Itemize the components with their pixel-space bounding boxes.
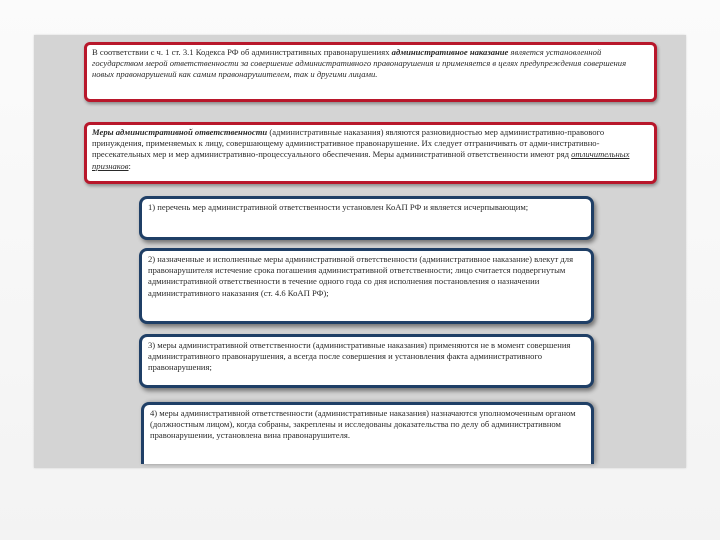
feature-box-2 bbox=[139, 248, 594, 324]
feature-box-1 bbox=[139, 196, 594, 240]
feature-text-2: 2) назначенные и исполненные меры административной ответственности (административное наказание) влекут для правонарушителя истечение срока погашения административной ответственности; лицо считается подвергнутым административной ответственности в течение одного года со дня исполнения постановления о назначении административного наказания (ст. 4.6 КоАП РФ); bbox=[148, 254, 574, 298]
definition-text bbox=[92, 47, 650, 81]
definition-part2: является установленной государством мерой ответственности за совершение административного правонарушения и применяется в целях предупреждения совершения новых правонарушений как самим правонарушителем, так и другими лицами. bbox=[92, 47, 627, 80]
feature-box-4 bbox=[141, 402, 594, 464]
measures-end: : bbox=[128, 160, 131, 171]
definition-part1: В соответствии с ч. 1 ст. 3.1 Кодекса РФ об административных правонарушениях bbox=[92, 47, 392, 57]
feature-box-3 bbox=[139, 334, 594, 388]
measures-part1: (административные наказания) являются разновидностью мер административно-правового принуждения, применяемых к лицу, совершающему административное правонарушение. Их следует отграничивать от адми-нистративно-пресекательных мер и мер административно-процессуального обеспечения. Меры административной ответственности имеют ряд bbox=[92, 127, 605, 160]
feature-text-3: 3) меры административной ответственности (административные наказания) применяются не в момент совершения административного правонарушения, а всегда после совершения и установления факта административного правонарушения; bbox=[148, 340, 571, 373]
measures-term: Меры административной ответственности bbox=[92, 127, 268, 137]
definition-term: административное наказание bbox=[391, 47, 509, 57]
feature-text-4: 4) меры административной ответственности (административные наказания) назначаются уполномоченным органом (должностным лицом), когда собраны, закреплены и исследованы доказательства по делу об административном правонарушении, установлена вина правонарушителя. bbox=[150, 408, 576, 441]
definition-box bbox=[84, 42, 657, 102]
feature-text-1: 1) перечень мер административной ответственности установлен КоАП РФ и является исчерпывающим; bbox=[148, 202, 529, 212]
measures-box bbox=[84, 122, 657, 184]
measures-text bbox=[92, 127, 650, 172]
measures-features-label: отличительных признаков bbox=[92, 149, 630, 171]
